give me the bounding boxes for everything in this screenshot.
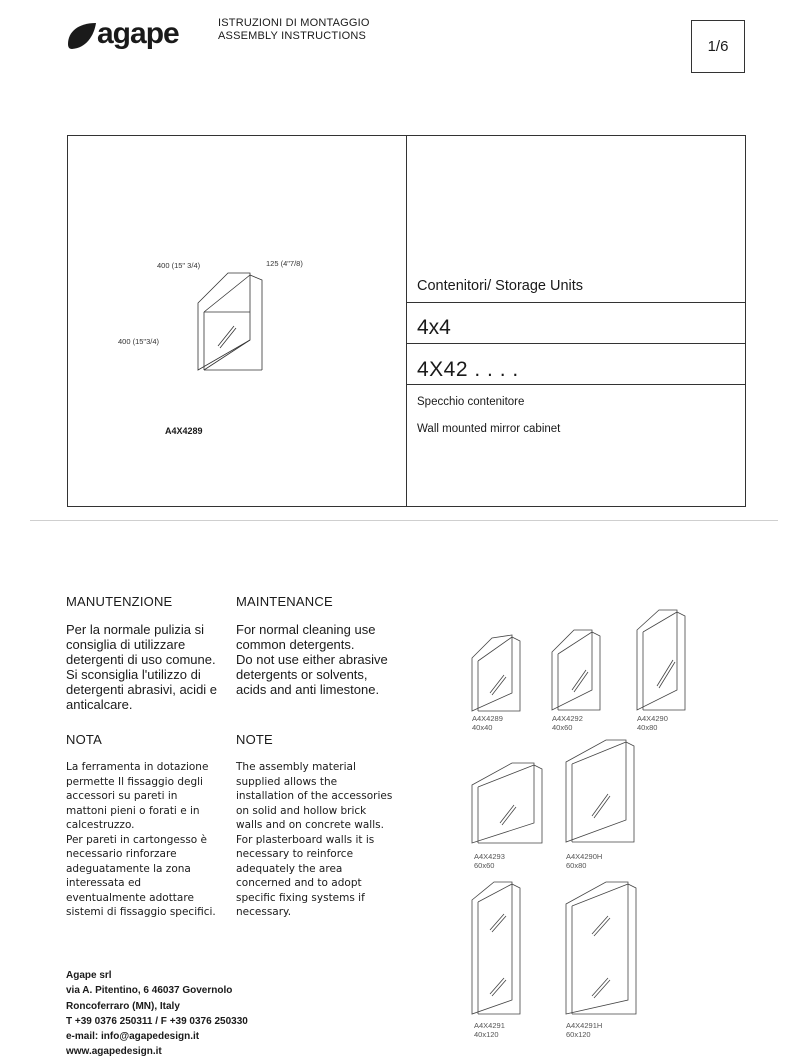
text-line: supplied allows the [236, 775, 338, 788]
text-line: interessata ed [66, 877, 142, 889]
product-caption [566, 852, 602, 870]
text-line: For plasterboard walls it is [236, 833, 375, 846]
title-block-rule [406, 302, 745, 303]
cabinet-thumbnail [566, 740, 634, 842]
text-line: Per pareti in cartongesso è [66, 833, 208, 846]
product-code: A4X4289 [472, 714, 503, 723]
doc-type-en: ASSEMBLY INSTRUCTIONS [218, 30, 367, 42]
note-title-en: NOTE [236, 732, 273, 747]
maintenance-text-en [236, 622, 401, 697]
text-line: detergenti di uso comune. [66, 652, 216, 667]
text-line: consiglia di utilizzare [66, 637, 186, 652]
document-type [218, 17, 370, 43]
text-line: on solid and hollow brick [236, 804, 367, 817]
company-info [66, 968, 248, 1060]
product-size: 40x120 [474, 1030, 499, 1039]
product-caption [566, 1021, 602, 1039]
title-block [67, 135, 746, 507]
product-code: A4X4293 [474, 852, 505, 861]
text-line: necessary to reinforce [236, 848, 354, 860]
text-line: Do not use either abrasive [236, 652, 388, 667]
cabinet-thumbnail [566, 882, 636, 1014]
note-text-it [66, 760, 226, 920]
text-line: Per la normale pulizia si [66, 622, 205, 637]
product-size: 60x60 [474, 861, 495, 870]
dimension-depth: 125 (4"7/8) [266, 259, 303, 268]
product-caption [552, 714, 583, 732]
note-title-it: NOTA [66, 732, 102, 747]
doc-type-it: ISTRUZIONI DI MONTAGGIO [218, 17, 370, 29]
product-code: A4X4292 [552, 714, 583, 723]
text-line: Si sconsiglia l'utilizzo di [66, 667, 201, 682]
text-line: detergenti abrasivi, acidi e [66, 682, 218, 697]
text-line: permette Il fissaggio degli [66, 775, 203, 788]
text-line: sistemi di fissaggio specifici. [66, 906, 216, 918]
description-it: Specchio contenitore [417, 396, 525, 408]
company-name: Agape srl [66, 970, 112, 981]
maintenance-title-it: MANUTENZIONE [66, 594, 173, 609]
title-block-divider [406, 136, 407, 506]
company-website: www.agapedesign.it [66, 1046, 162, 1058]
cabinet-thumbnail [472, 763, 542, 843]
company-phone: T +39 0376 250311 / F +39 0376 250330 [66, 1015, 248, 1027]
note-text-en [236, 760, 401, 920]
product-code: A4X4290 [637, 714, 668, 723]
product-caption [637, 714, 668, 732]
dimension-width: 400 (15" 3/4) [157, 261, 201, 270]
text-line: eventualmente adottare [66, 891, 194, 904]
drawing-product-code: A4X4289 [165, 426, 203, 436]
text-line: The assembly material [236, 761, 356, 773]
maintenance-text-it [66, 622, 234, 712]
product-category: Contenitori/ Storage Units [417, 278, 584, 294]
maintenance-title-en: MAINTENANCE [236, 594, 333, 609]
cabinet-drawing [178, 266, 278, 376]
company-address: via A. Pitentino, 6 46037 Governolo [66, 985, 233, 997]
text-line: walls and on concrete walls. [236, 819, 384, 831]
text-line: adeguatamente la zona [66, 862, 191, 875]
product-code: 4X42 . . . . [417, 358, 519, 381]
product-size: 40x60 [552, 723, 573, 732]
section-divider [30, 520, 778, 521]
product-size: 40x40 [472, 723, 493, 732]
product-caption [474, 852, 505, 870]
product-size: 40x80 [637, 723, 658, 732]
text-line: necessary. [236, 906, 292, 918]
product-caption [472, 714, 503, 732]
text-line: La ferramenta in dotazione [66, 761, 209, 773]
cabinet-thumbnail [472, 635, 520, 711]
product-code: A4X4291H [566, 1021, 603, 1030]
product-size: 60x80 [566, 861, 587, 870]
text-line: specific fixing systems if [236, 891, 365, 904]
text-line: adequately the area [236, 862, 343, 875]
text-line: common detergents. [236, 637, 355, 652]
text-line: anticalcare. [66, 697, 133, 712]
cabinet-thumbnail [637, 610, 685, 710]
cabinet-thumbnail [472, 882, 520, 1014]
product-caption [474, 1021, 505, 1039]
text-line: mattoni pieni o forati e in [66, 804, 200, 817]
company-email: e-mail: info@agapedesign.it [66, 1031, 200, 1043]
text-line: For normal cleaning use [236, 622, 376, 637]
product-code: A4X4290H [566, 852, 603, 861]
title-block-rule [406, 384, 745, 385]
title-block-rule [406, 343, 745, 344]
text-line: detergents or solvents, [236, 667, 368, 682]
product-variants-drawing [440, 600, 760, 1040]
agape-logo [66, 14, 206, 54]
product-code: A4X4291 [474, 1021, 505, 1030]
text-line: necessario rinforzare [66, 848, 177, 860]
company-city: Roncoferraro (MN), Italy [66, 1000, 180, 1012]
text-line: installation of the accessories [236, 790, 393, 802]
description-en: Wall mounted mirror cabinet [417, 423, 561, 435]
text-line: acids and anti limestone. [236, 682, 380, 697]
product-model: 4x4 [417, 316, 451, 339]
text-line: calcestruzzo. [66, 819, 135, 831]
dimension-height: 400 (15"3/4) [118, 337, 160, 346]
text-line: concerned and to adopt [236, 877, 362, 889]
brand-wordmark: agape [97, 17, 179, 50]
product-size: 60x120 [566, 1030, 591, 1039]
cabinet-thumbnail [552, 630, 600, 710]
page-number: 1/6 [691, 20, 745, 73]
text-line: accessori su pareti in [66, 790, 178, 802]
